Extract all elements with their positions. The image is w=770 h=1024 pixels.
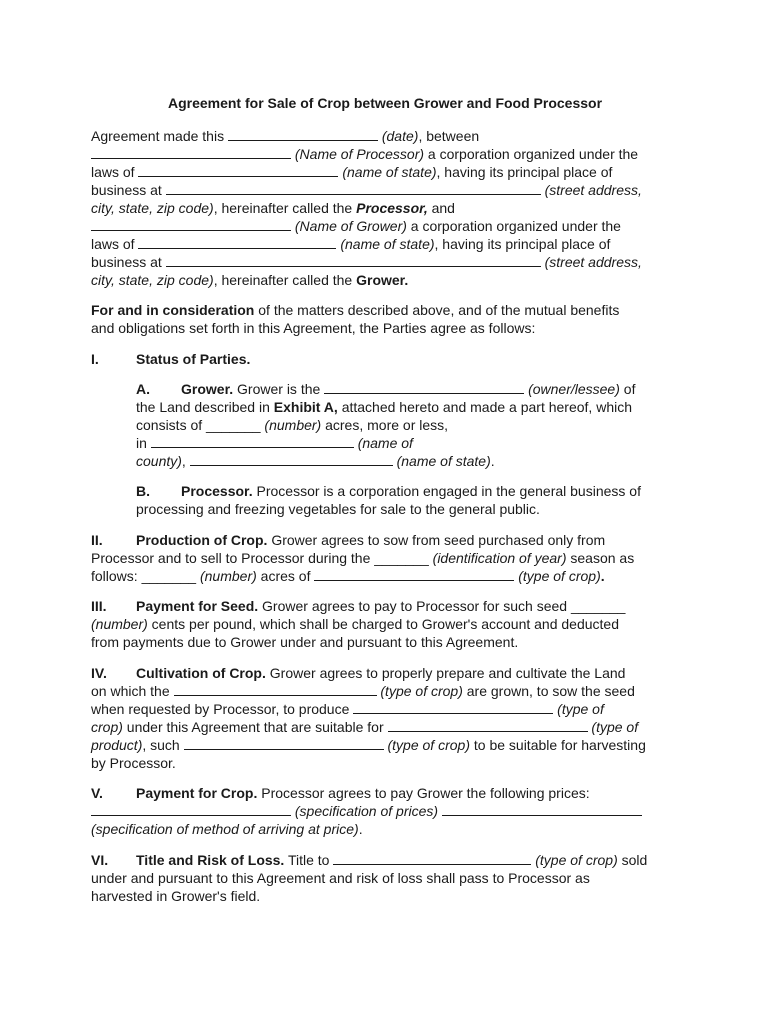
crop-harvest-blank	[184, 736, 384, 750]
section-4: IV. Cultivation of Crop. Grower agrees to properly prepare and cultivate the Land on which the (type of crop) are grown, to sow the seed when requested by Processor, to produce (type of crop) under this Agreement that are suitable for (type of product), such (type of crop) to be suitable for harvesting by Processor.	[91, 665, 646, 771]
section-1-heading: I. Status of Parties.	[91, 351, 251, 367]
section-3: III. Payment for Seed. Grower agrees to pay to Processor for such seed _______ (number) cents per pound, which shall be charged to Grower's account and deducted from payments due to Grower under and pursuant to this Agreement.	[91, 598, 626, 650]
state-blank	[190, 452, 393, 466]
section-5: V. Payment for Crop. Processor agrees to pay Grower the following prices: (specification of prices) (specification of method of arriving at price).	[91, 784, 681, 838]
date-blank	[228, 127, 378, 141]
section-1a-grower: A. Grower. Grower is the (owner/lessee) of the Land described in Exhibit A, attached hereto and made a part hereof, which consists of _______ (number) acres, more or less, in (name of county), (name of state).	[136, 381, 636, 469]
processor-address-blank	[166, 181, 541, 195]
grower-name-label: (Name of Grower)	[294, 218, 407, 234]
price-method-blank	[442, 802, 642, 816]
preamble-text: Agreement made this	[91, 128, 225, 144]
grower-defined-term: Grower.	[356, 272, 409, 288]
crop-type-blank	[174, 682, 377, 696]
section-1b-processor: B. Processor. Processor is a corporation engaged in the general business of processing and freezing vegetables for sale to the general public.	[136, 483, 641, 517]
crop-produce-blank	[353, 700, 553, 714]
section-2: II. Production of Crop. Grower agrees to sow from seed purchased only from Processor and to sell to Processor during the _______ (identification of year) season as follows: _______ (number) acres of (type of crop).	[91, 532, 635, 584]
grower-address-blank	[166, 253, 541, 267]
processor-defined-term: Processor,	[356, 200, 428, 216]
document-title: Agreement for Sale of Crop between Grower and Food Processor	[167, 95, 603, 111]
prices-blank	[91, 802, 291, 816]
processor-name-label: (Name of Processor)	[294, 146, 425, 162]
title-crop-blank	[333, 851, 531, 865]
processor-name-blank	[91, 145, 291, 159]
processor-state-blank	[138, 163, 338, 177]
grower-name-blank	[91, 217, 291, 231]
exhibit-a-reference: Exhibit A,	[273, 399, 338, 415]
consideration-paragraph: For and in consideration of the matters described above, and of the mutual benefits and obligations set forth in this Agreement, the Parties agree as follows:	[91, 302, 620, 336]
owner-lessee-blank	[324, 380, 524, 394]
date-label: (date)	[381, 128, 419, 144]
crop-type-blank	[314, 567, 514, 581]
section-6: VI. Title and Risk of Loss. Title to (type of crop) sold under and pursuant to this Agreement and risk of loss shall pass to Processor as harvested in Grower's field.	[91, 852, 648, 904]
preamble: Agreement made this (date), between (Name of Processor) a corporation organized under the laws of (name of state), having its principal place of business at (street address, city, state, zip code), hereinafter called the Processor, and (Name of Grower) a corporation organized under the laws of (name of state), having its principal place of business at (street address, city, state, zip code), hereinafter called the Grower.	[91, 128, 642, 288]
product-type-blank	[388, 718, 588, 732]
grower-state-blank	[138, 235, 336, 249]
county-blank	[151, 434, 354, 448]
